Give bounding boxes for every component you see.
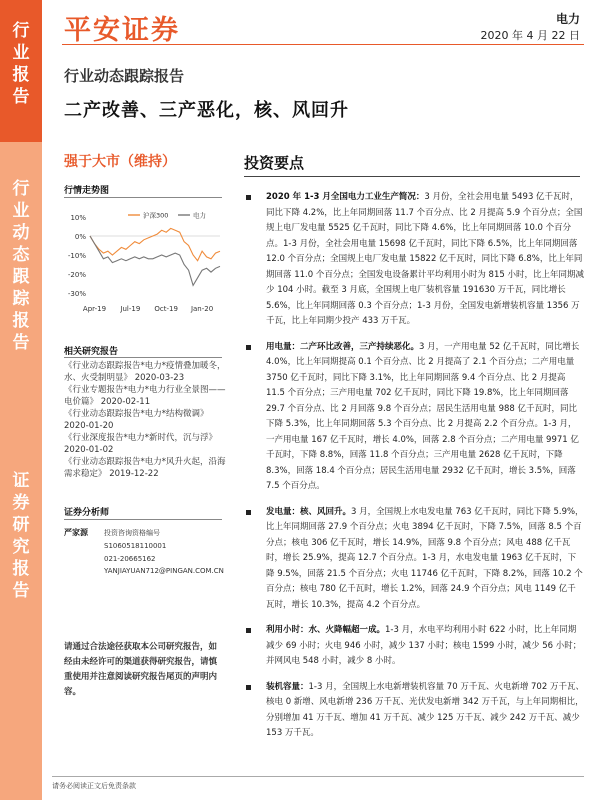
bullet-icon: [246, 510, 251, 515]
company-logo: 平安证券: [64, 15, 180, 46]
analyst-role: 投资咨询资格编号: [104, 529, 160, 537]
key-point-lead: 装机容量：: [266, 681, 309, 692]
report-headline: 二产改善、三产恶化，核、风回升: [64, 100, 349, 121]
bullet-icon: [246, 195, 251, 200]
key-point-text: 3 月，全国规上水电发电量 763 亿千瓦时，同比下降 5.9%，比上年同期回落 27.9 个百分点；火电 3894 亿千瓦时，下降 7.5%，回落 8.5 个百分点；核电 306 亿千瓦时，增长 14.9%，回落 9.8 个百分点；风电 488 亿千瓦时，增长 25.9%，提高 12.7 个百分点。1-3 月，水电发电量 1963 亿千瓦时，下降 9.5%，回落 21.5 个百分点；火电 11746 亿千瓦时，下降 8.2%，回落 10.2 个百分点；核电 780 亿千瓦时，增长 1.2%，回落 24.9 个百分点；风电 1149 亿千瓦时，增长 10.3%，提高 4.2 个百分点。: [266, 506, 584, 610]
key-point-text: 3 月份，全社会用电量 5493 亿千瓦时，同比下降 4.2%，比上年同期回落 11.7 个百分点、比 2 月提高 5.9 个百分点；全国规上电厂发电量 5525 亿千瓦时，同比下降 4.6%，比上年同期回落 10.0 个百分点。1-3 月份，全社会用电量 15698 亿千瓦时，同比下降 6.5%，比上年同期回落 12.0 个百分点；全国规上电厂发电量 15822 亿千瓦时，同比下降 6.8%，比上年同期回落 11.0 个百分点；全国发电设备累计平均利用小时为 815 小时，比上年同期减少 104 小时。截至 3 月底，全国规上电厂装机容量 191630 万千瓦，同比增长 5.6%，比上年同期回落 0.3 个百分点；1-3 月份，全国发电新增装机容量 1356 万千瓦，比上年同期少投产 433 万千瓦。: [266, 192, 584, 326]
bullet-icon: [246, 345, 251, 350]
key-point: [244, 190, 584, 330]
related-item[interactable]: 《行业动态跟踪报告*电力*风升火起，沿海需求稳定》 2019-12-22: [64, 457, 226, 479]
series-line-1: [90, 236, 220, 285]
related-item[interactable]: 《行业动态跟踪报告*电力*结构微调》 2020-01-20: [64, 409, 209, 431]
related-divider: [64, 357, 222, 358]
analyst-license: S1060518110001: [104, 541, 167, 550]
bullet-icon: [246, 628, 251, 633]
bullet-icon: [246, 685, 251, 690]
x-tick-label: Oct-19: [154, 305, 178, 313]
analyst-info: [104, 527, 224, 578]
analyst-phone: 021-20665162: [104, 554, 156, 563]
header-divider: [62, 44, 584, 45]
key-point-lead: 发电量：核、风回升。: [266, 506, 352, 517]
analyst-divider: [64, 519, 222, 520]
report-date: 2020 年 4 月 22 日: [480, 29, 580, 42]
analyst-email[interactable]: YANJIAYUAN712@PINGAN.COM.CN: [104, 567, 224, 576]
analyst-section-title: 证券分析师: [64, 508, 110, 518]
trend-divider: [64, 197, 222, 198]
analyst-name: 严家源: [64, 528, 88, 537]
trend-chart-title: 行情走势图: [64, 186, 110, 196]
key-points-divider: [244, 176, 580, 177]
related-item[interactable]: 《行业深度报告*电力*新时代，沉与浮》 2020-01-02: [64, 433, 218, 455]
x-tick-label: Jul-19: [120, 305, 141, 313]
key-point-text: 3 月，一产用电量 52 亿千瓦时，同比增长 4.0%，比上年同期提高 0.1 个百分点、比 2 月提高了 2.1 个百分点；二产用电量 3750 亿千瓦时，同比下降 3.1%，比上年同期回落 9.4 个百分点、比 2 月提高 11.5 个百分点；三产用电量 702 亿千瓦时，同比下降 19.8%，比上年同期回落 29.7 个百分点、比 2 月回落 9.8 个百分点；居民生活用电量 988 亿千瓦时，同比下降 5.3%，比上年同期回落 5.3 个百分点、比 2 月提高 2.2 个百分点。1-3 月，一产用电量 167 亿千瓦时，增长 4.0%，回落 2.8 个百分点；二产用电量 9971 亿千瓦时，下降 8.8%，回落 11.8 个百分点；三产用电量 2628 亿千瓦时，下降 8.3%，回落 18.4 个百分点；居民生活用电量 2932 亿千瓦时，增长 3.5%，回落 7.5 个百分点。: [266, 341, 580, 491]
footer-divider: [52, 776, 584, 777]
key-points-title: 投资要点: [244, 154, 305, 172]
x-tick-label: Apr-19: [82, 305, 107, 313]
disclaimer-text: 请通过合法途径获取本公司研究报告，如经由未经许可的渠道获得研究报告，请慎重使用并注意阅读研究报告尾页的声明内容。: [64, 642, 218, 697]
y-tick-label: 10%: [70, 214, 86, 222]
legend-label: 电力: [193, 211, 206, 220]
key-point-text: 1-3 月，水电平均利用小时 622 小时，比上年同期减少 69 小时；火电 946 小时，减少 137 小时；核电 1599 小时，减少 56 小时；并网风电 548 小时，减少 8 小时。: [266, 625, 582, 666]
rating-label: 强于大市（维持）: [64, 154, 176, 170]
series-line-0: [90, 228, 220, 260]
key-point-lead: 2020 年 1-3 月全国电力工业生产简况：: [266, 192, 425, 202]
trend-chart: [60, 205, 226, 330]
sidebar-label-dynamic-report: 行 业 动 态 跟 踪 报 告: [12, 179, 30, 353]
y-tick-label: -20%: [67, 271, 86, 279]
sidebar-label-securities-research: 证 券 研 究 报 告: [12, 471, 30, 601]
key-point: [244, 680, 584, 742]
related-item[interactable]: 《行业专题报告*电力*电力行业全景图——电价篇》 2020-02-11: [64, 385, 226, 407]
related-item[interactable]: 《行业动态跟踪报告*电力*疫情叠加暖冬，水、火受制明显》 2020-03-23: [64, 361, 226, 383]
key-point: [244, 340, 584, 495]
sector-label: 电力: [555, 12, 580, 26]
y-tick-label: 0%: [74, 233, 86, 241]
sidebar-label-industry-report: 行 业 报 告: [12, 21, 30, 107]
key-point-lead: 用电量：二产环比改善，三产持续恶化。: [266, 341, 420, 352]
key-point: [244, 505, 584, 614]
key-point-lead: 利用小时：水、火降幅超一成。: [266, 625, 386, 635]
legend-label: 沪深300: [143, 211, 169, 220]
key-points-list: [244, 190, 584, 752]
footer-note: 请务必阅读正文后免责条款: [52, 782, 136, 790]
x-tick-label: Jan-20: [190, 305, 214, 313]
y-tick-label: -30%: [67, 290, 86, 298]
report-type: 行业动态跟踪报告: [64, 67, 185, 85]
key-point-text: 1-3 月，全国规上水电新增装机容量 70 万千瓦、火电新增 702 万千瓦、核电 0 新增、风电新增 236 万千瓦、光伏发电新增 342 万千瓦，与上年同期相比，分别增加 41 万千瓦、增加 41 万千瓦、减少 125 万千瓦、减少 242 万千瓦、减少 153 万千瓦。: [266, 681, 584, 738]
related-research-title: 相关研究报告: [64, 347, 119, 357]
y-tick-label: -10%: [67, 252, 86, 260]
key-point: [244, 623, 584, 670]
related-research-list: [64, 360, 226, 480]
